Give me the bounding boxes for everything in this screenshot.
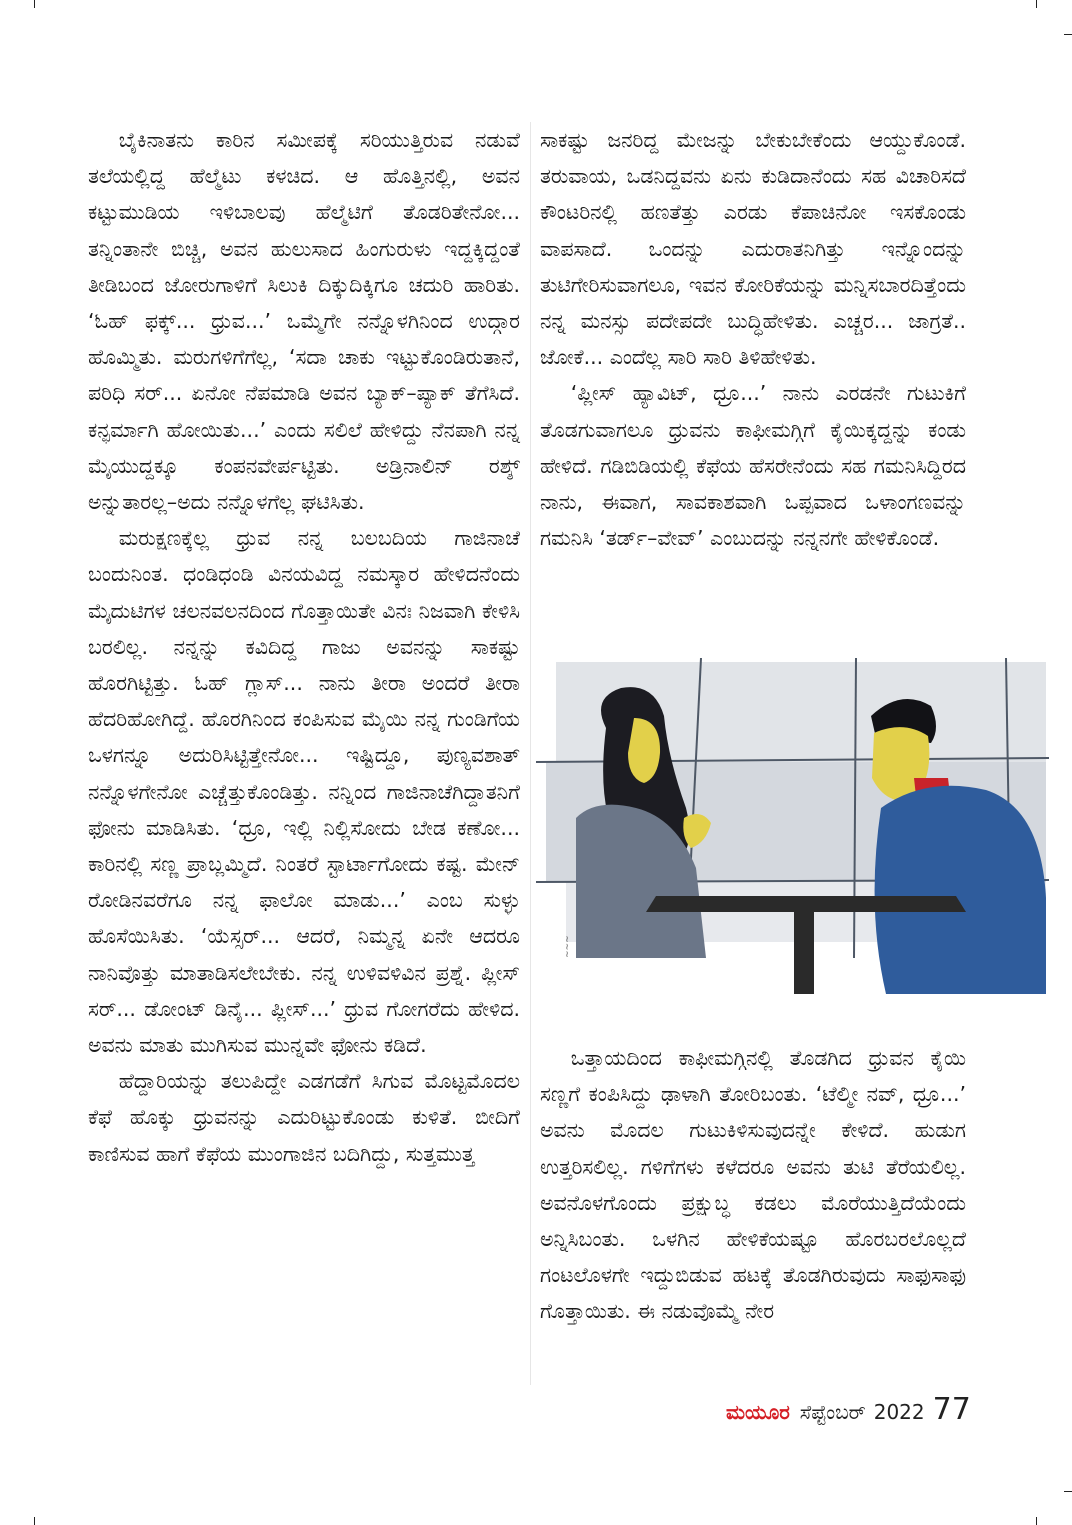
artist-signature: ~~~ (563, 935, 573, 958)
left-paragraph-3: ಹೆದ್ದಾರಿಯನ್ನು ತಲುಪಿದ್ದೇ ಎಡಗಡೆಗೆ ಸಿಗುವ ಮೊಟ್ಟಮೊದಲ ಕೆಫೆ ಹೊಕ್ಕು ಧ್ರುವನನ್ನು ಎದುರಿಟ್ಟುಕೊಂಡು ಕುಳಿತೆ. ಬೀದಿಗೆ ಕಾಣಿಸುವ ಹಾಗೆ ಕೆಫೆಯ ಮುಂಗಾಜಿನ ಬದಿಗಿದ್ದು, ಸುತ್ತಮುತ್ತ (88, 1069, 520, 1166)
crop-mark-bottom-right (1036, 1517, 1037, 1525)
right-paragraph-3: ಒತ್ತಾಯದಿಂದ ಕಾಫೀಮಗ್ಗಿನಲ್ಲಿ ತೊಡಗಿದ ಧ್ರುವನ ಕೈಯಿ ಸಣ್ಣಗೆ ಕಂಪಿಸಿದ್ದು ಢಾಳಾಗಿ ತೋರಿಬಂತು. ‘ಟೆಲ್ಮೀ ನವ್, ಧ್ರೂ...’ ಅವನು ಮೊದಲ ಗುಟುಕಿಳಿಸುವುದನ್ನೇ ಕೇಳಿದೆ. ಹುಡುಗ ಉತ್ತರಿಸಲಿಲ್ಲ. ಗಳಿಗೆಗಳು ಕಳೆದರೂ ಅವನು ತುಟಿ ತೆರೆಯಲಿಲ್ಲ. ಅವನೊಳಗೊಂದು ಪ್ರಕ್ಷುಬ್ಧ ಕಡಲು ಮೊರೆಯುತ್ತಿದೆಯೆಂದು ಅನ್ನಿಸಿಬಂತು. ಒಳಗಿನ ಹೇಳಿಕೆಯಷ್ಟೂ ಹೊರಬರಲೊಲ್ಲದೆ ಗಂಟಲೊಳಗೇ ಇದ್ದುಬಿಡುವ ಹಟಕ್ಕೆ ತೊಡಗಿರುವುದು ಸಾಫುಸಾಫು ಗೊತ್ತಾಯಿತು. ಈ ನಡುವೊಮ್ಮೆ ನೇರ (540, 1046, 966, 1324)
man-jacket (875, 786, 1046, 994)
left-column (88, 122, 520, 1172)
magazine-name: ಮಯೂರ (726, 1400, 790, 1424)
left-paragraph-2: ಮರುಕ್ಷಣಕ್ಕೆಲ್ಲ ಧ್ರುವ ನನ್ನ ಬಲಬದಿಯ ಗಾಜಿನಾಚೆ ಬಂದುನಿಂತ. ಧಂಡಿಧಂಡಿ ವಿನಯವಿದ್ದ ನಮಸ್ಕಾರ ಹೇಳಿದನೆಂದು ಮೈದುಟಿಗಳ ಚಲನವಲನದಿಂದ ಗೊತ್ತಾಯಿತೇ ವಿನಃ ನಿಜವಾಗಿ ಕೇಳಿಸಿ ಬರಲಿಲ್ಲ. ನನ್ನನ್ನು ಕವಿದಿದ್ದ ಗಾಜು ಅವನನ್ನು ಸಾಕಷ್ಟು ಹೊರಗಿಟ್ಟಿತ್ತು. ಓಹ್ ಗ್ಲಾಸ್... ನಾನು ತೀರಾ ಅಂದರೆ ತೀರಾ ಹೆದರಿಹೋಗಿದ್ದೆ. ಹೊರಗಿನಿಂದ ಕಂಪಿಸುವ ಮೈಯಿ ನನ್ನ ಗುಂಡಿಗೆಯ ಒಳಗನ್ನೂ ಅದುರಿಸಿಟ್ಟಿತ್ತೇನೋ... ಇಷ್ಟಿದ್ದೂ, ಪುಣ್ಯವಶಾತ್ ನನ್ನೊಳಗೇನೋ ಎಚ್ಚೆತ್ತುಕೊಂಡಿತ್ತು. ನನ್ನಿಂದ ಗಾಜಿನಾಚೆಗಿದ್ದಾತನಿಗೆ ಫೋನು ಮಾಡಿಸಿತು. ‘ಧ್ರೂ, ಇಲ್ಲಿ ನಿಲ್ಲಿಸೋದು ಬೇಡ ಕಣೋ... ಕಾರಿನಲ್ಲಿ ಸಣ್ಣ ಪ್ರಾಬ್ಲಮ್ಮಿದೆ. ನಿಂತರೆ ಸ್ಟಾರ್ಟಾಗೋದು ಕಷ್ಟ. ಮೇನ್ ರೋಡಿನವರೆಗೂ ನನ್ನ ಫಾಲೋ ಮಾಡು...’ ಎಂಬ ಸುಳ್ಳು ಹೊಸೆಯಿಸಿತು. ‘ಯೆಸ್ಸರ್... ಆದರೆ, ನಿಮ್ಮನ್ನ ಏನೇ ಆದರೂ ನಾನಿವೊತ್ತು ಮಾತಾಡಿಸಲೇಬೇಕು. ನನ್ನ ಉಳಿವಳಿವಿನ ಪ್ರಶ್ನೆ. ಪ್ಲೀಸ್ ಸರ್... ಡೋಂಟ್ ಡಿನೈ... ಪ್ಲೀಸ್...’ ಧ್ರುವ ಗೋಗರೆದು ಹೇಳಿದ. ಅವನು ಮಾತು ಮುಗಿಸುವ ಮುನ್ನವೇ ಫೋನು ಕಡಿದೆ. (88, 526, 520, 1058)
left-paragraph-1: ಬೈಕಿನಾತನು ಕಾರಿನ ಸಮೀಪಕ್ಕೆ ಸರಿಯುತ್ತಿರುವ ನಡುವೆ ತಲೆಯಲ್ಲಿದ್ದ ಹೆಲ್ಮೆಟು ಕಳಚಿದ. ಆ ಹೊತ್ತಿನಲ್ಲಿ, ಅವನ ಕಟ್ಟುಮುಡಿಯ ಇಳಿಬಾಲವು ಹೆಲ್ಮೆಟಿಗೆ ತೊಡರಿತೇನೋ... ತನ್ನಿಂತಾನೇ ಬಿಚ್ಚಿ, ಅವನ ಹುಲುಸಾದ ಹಿಂಗುರುಳು ಇದ್ದಕ್ಕಿದ್ದಂತೆ ತೀಡಿಬಂದ ಜೋರುಗಾಳಿಗೆ ಸಿಲುಕಿ ದಿಕ್ಕುದಿಕ್ಕಿಗೂ ಚದುರಿ ಹಾರಿತು. ‘ಓಹ್ ಫಕ್ಕ್... ಧ್ರುವ...’ ಒಮ್ಮೆಗೇ ನನ್ನೊಳಗಿನಿಂದ ಉದ್ಗಾರ ಹೊಮ್ಮಿತು. ಮರುಗಳಿಗೆಗೆಲ್ಲ, ‘ಸದಾ ಚಾಕು ಇಟ್ಟುಕೊಂಡಿರುತಾನೆ, ಪರಿಧಿ ಸರ್... ಏನೋ ನೆಪಮಾಡಿ ಅವನ ಬ್ಯಾಕ್–ಪ್ಯಾಕ್ ತೆಗೆಸಿದೆ. ಕನ್ಫರ್ಮಾಗಿ ಹೋಯಿತು...’ ಎಂದು ಸಲಿಲೆ ಹೇಳಿದ್ದು ನೆನಪಾಗಿ ನನ್ನ ಮೈಯುದ್ದಕ್ಕೂ ಕಂಪನವೇರ್ಪಟ್ಟಿತು. ಅಡ್ರಿನಾಲಿನ್ ರಶ್ಶ್ ಅನ್ನುತಾರಲ್ಲ–ಅದು ನನ್ನೊಳಗೆಲ್ಲ ಘಟಿಸಿತು. (88, 128, 520, 515)
right-paragraph-2: ‘ಪ್ಲೀಸ್ ಹ್ಯಾವಿಟ್, ಧ್ರೂ...’ ನಾನು ಎರಡನೇ ಗುಟುಕಿಗೆ ತೊಡಗುವಾಗಲೂ ಧ್ರುವನು ಕಾಫೀಮಗ್ಗಿಗೆ ಕೈಯಿಕ್ಕದ್ದನ್ನು ಕಂಡು ಹೇಳಿದೆ. ಗಡಿಬಿಡಿಯಲ್ಲಿ ಕೆಫೆಯ ಹೆಸರೇನೆಂದು ಸಹ ಗಮನಿಸಿದ್ದಿರದ ನಾನು, ಈವಾಗ, ಸಾವಕಾಶವಾಗಿ ಒಪ್ಪವಾದ ಒಳಾಂಗಣವನ್ನು ಗಮನಿಸಿ ‘ತರ್ಡ್–ವೇವ್’ ಎಂಬುದನ್ನು ನನ್ನನಗೇ ಹೇಳಿಕೊಂಡೆ. (540, 381, 966, 551)
crop-mark-top-left (34, 0, 35, 8)
page-footer (726, 1392, 971, 1432)
crop-mark-bottom-left (34, 1517, 35, 1525)
cafe-illustration (536, 658, 1049, 994)
crop-mark-right-top (1064, 34, 1072, 35)
right-column-top (540, 122, 966, 556)
page-number: 77 (932, 1392, 971, 1427)
issue-month: ಸೆಪ್ಟೆಂಬರ್ (799, 1400, 866, 1424)
issue-year: 2022 (873, 1400, 925, 1424)
column-divider (530, 122, 531, 1385)
right-paragraph-1: ಸಾಕಷ್ಟು ಜನರಿದ್ದ ಮೇಜನ್ನು ಬೇಕುಬೇಕೆಂದು ಆಯ್ದುಕೊಂಡೆ. ತರುವಾಯ, ಒಡನಿದ್ದವನು ಏನು ಕುಡಿದಾನೆಂದು ಸಹ ವಿಚಾರಿಸದೆ ಕೌಂಟರಿನಲ್ಲಿ ಹಣತೆತ್ತು ಎರಡು ಕೆಪಾಚಿನೋ ಇಸಕೊಂಡು ವಾಪಸಾದೆ. ಒಂದನ್ನು ಎದುರಾತನಿಗಿತ್ತು ಇನ್ನೊಂದನ್ನು ತುಟಿಗೇರಿಸುವಾಗಲೂ, ಇವನ ಕೋರಿಕೆಯನ್ನು ಮನ್ನಿಸಬಾರದಿತ್ತೆಂದು ನನ್ನ ಮನಸ್ಸು ಪದೇಪದೇ ಬುದ್ಧಿಹೇಳಿತು. ಎಚ್ಚರ... ಜಾಗ್ರತೆ.. ಜೋಕೆ... ಎಂದೆಲ್ಲ ಸಾರಿ ಸಾರಿ ತಿಳಿಹೇಳಿತು. (540, 128, 966, 370)
table-leg (794, 912, 814, 994)
table-top (646, 896, 966, 912)
right-column-bottom (540, 1040, 966, 1330)
crop-mark-right-bottom (1064, 1491, 1072, 1492)
crop-mark-top-right (1036, 0, 1037, 8)
